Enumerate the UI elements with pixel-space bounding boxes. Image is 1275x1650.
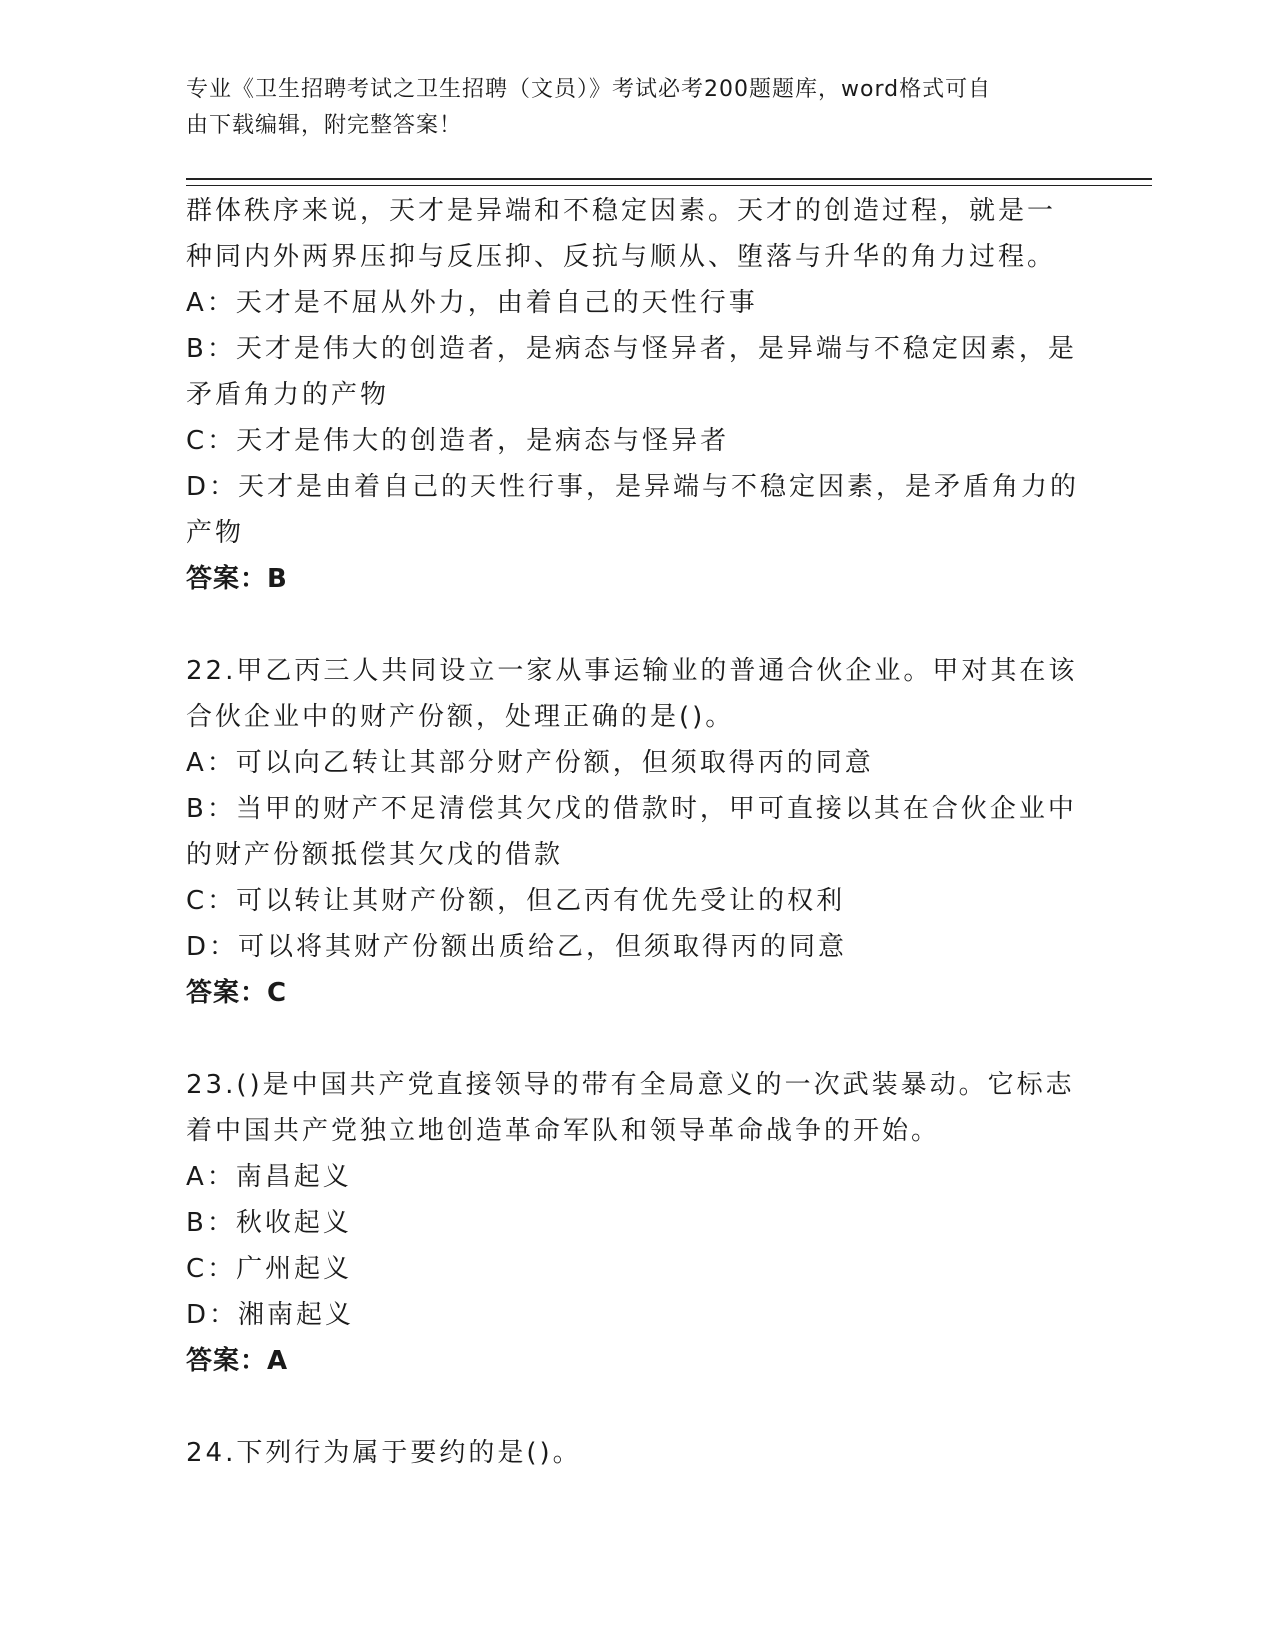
question-text: 22.甲乙丙三人共同设立一家从事运输业的普通合伙企业。甲对其在该: [186, 656, 1078, 686]
option-d: D：可以将其财产份额出质给乙，但须取得丙的同意: [186, 932, 848, 962]
option-d: D：天才是由着自己的天性行事，是异端与不稳定因素，是矛盾角力的 产物: [186, 472, 1080, 548]
option-c: C：天才是伟大的创造者，是病态与怪异者: [186, 426, 730, 456]
question-22: [186, 648, 1076, 1016]
option-c: C：广州起义: [186, 1254, 353, 1284]
question-21-continuation: [186, 188, 1080, 602]
question-23: [186, 1062, 1076, 1384]
question-24: [186, 1430, 1076, 1476]
option-a: A：天才是不屈从外力，由着自己的天性行事: [186, 288, 758, 318]
question-text: 24.下列行为属于要约的是()。: [186, 1438, 582, 1468]
header-line: 专业《卫生招聘考试之卫生招聘（文员）》考试必考200题题库，word格式可自: [186, 77, 992, 102]
option-b: B：秋收起义: [186, 1208, 352, 1238]
question-text: 群体秩序来说，天才是异端和不稳定因素。天才的创造过程，就是一: [186, 196, 1057, 226]
option-b: B：当甲的财产不足清偿其欠戊的借款时，甲可直接以其在合伙企业中 的财产份额抵偿其欠戊的借款: [186, 794, 1077, 870]
question-text: 种同内外两界压抑与反压抑、反抗与顺从、堕落与升华的角力过程。: [186, 242, 1057, 272]
option-c: C：可以转让其财产份额，但乙丙有优先受让的权利: [186, 886, 846, 916]
answer-line: 答案：A: [186, 1346, 289, 1376]
question-text: 23.()是中国共产党直接领导的带有全局意义的一次武装暴动。它标志: [186, 1070, 1075, 1100]
answer-line: 答案：B: [186, 564, 288, 594]
header-line: 由下载编辑，附完整答案！: [186, 113, 463, 138]
question-text: 着中国共产党独立地创造革命军队和领导革命战争的开始。: [186, 1116, 941, 1146]
answer-line: 答案：C: [186, 978, 288, 1008]
header-divider: [186, 178, 1152, 186]
document-body: [186, 188, 1080, 1476]
option-a: A：南昌起义: [186, 1162, 352, 1192]
question-text: 合伙企业中的财产份额，处理正确的是()。: [186, 702, 735, 732]
option-b: B：天才是伟大的创造者，是病态与怪异者，是异端与不稳定因素，是 矛盾角力的产物: [186, 334, 1077, 410]
page-header: [186, 72, 1066, 144]
option-d: D：湘南起义: [186, 1300, 355, 1330]
option-a: A：可以向乙转让其部分财产份额，但须取得丙的同意: [186, 748, 874, 778]
